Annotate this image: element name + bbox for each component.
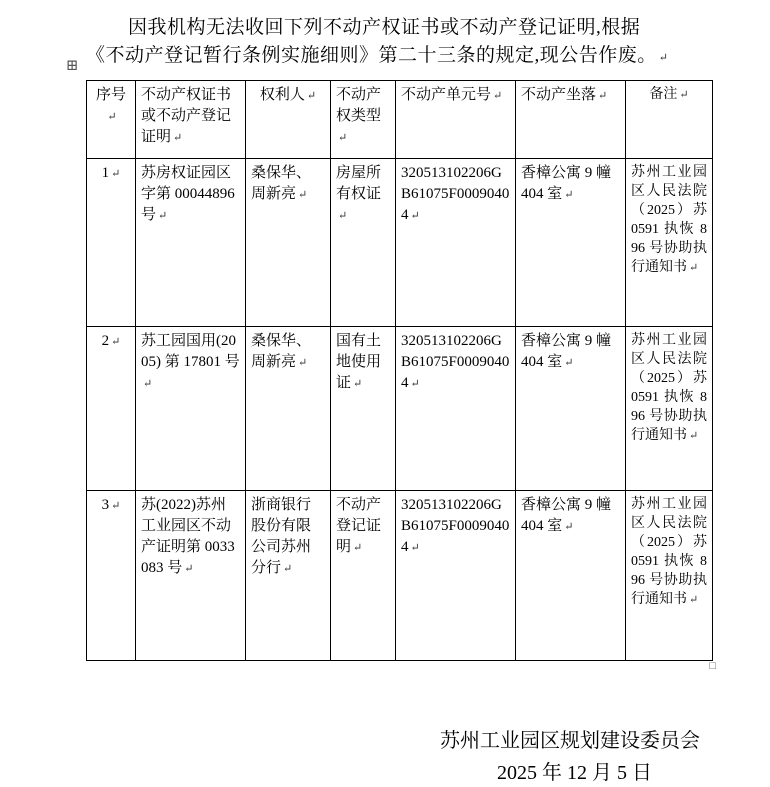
cell-holder (246, 327, 331, 491)
paragraph-mark-icon: ↵ (353, 542, 363, 554)
seq-value: 2 (101, 333, 110, 349)
header-seq-label: 序号 (95, 87, 126, 103)
paragraph-mark-icon: ↵ (111, 336, 121, 348)
paragraph-mark-icon: ↵ (353, 378, 363, 390)
cell-location (516, 159, 626, 327)
paragraph-mark-icon: ↵ (493, 90, 503, 102)
note-value: 苏州工业园区人民法院（2025）苏 0591 执恢 896 号协助执行通知书 (631, 497, 707, 607)
seq-value: 3 (101, 497, 110, 513)
header-cert-label: 不动产权证书或不动产登记证明 (141, 87, 232, 145)
type-value: 不动产登记证明 (336, 497, 382, 555)
paragraph-mark-icon: ↵ (410, 378, 420, 390)
header-unit-label: 不动产单元号 (401, 87, 492, 103)
holder-value: 浙商银行股份有限公司苏州分行 (251, 497, 312, 576)
paragraph-mark-icon: ↵ (111, 500, 121, 512)
paragraph-mark-icon: ↵ (689, 594, 699, 606)
cell-holder (246, 491, 331, 661)
paragraph-mark-icon: ↵ (298, 357, 308, 369)
seq-value: 1 (101, 165, 110, 181)
header-location (516, 81, 626, 159)
paragraph-mark-icon: ↵ (598, 90, 608, 102)
table-row (87, 327, 713, 491)
intro-line-2 (86, 42, 712, 72)
paragraph-mark-icon: ↵ (658, 52, 669, 64)
signature-line: 苏州工业园区规划建设委员会 (440, 730, 700, 752)
holder-value: 桑保华、周新亮 (251, 333, 312, 370)
cert-value: 苏(2022)苏州工业园区不动产证明第 0033083 号 (141, 497, 235, 576)
paragraph-mark-icon: ↵ (689, 430, 699, 442)
header-type-label: 不动产权类型 (336, 87, 382, 124)
paragraph-mark-icon: ↵ (679, 89, 689, 101)
header-type (331, 81, 396, 159)
cell-location (516, 491, 626, 661)
header-holder (246, 81, 331, 159)
unit-value: 320513102206GB61075F00090404 (401, 165, 510, 223)
cell-unit (396, 327, 516, 491)
header-unit (396, 81, 516, 159)
type-value: 国有土地使用证 (336, 333, 382, 391)
cell-seq (87, 491, 136, 661)
certificates-table (86, 80, 713, 661)
note-value: 苏州工业园区人民法院（2025）苏 0591 执恢 896 号协助执行通知书 (631, 165, 707, 275)
document-footer (86, 727, 712, 787)
unit-value: 320513102206GB61075F00090404 (401, 333, 510, 391)
paragraph-mark-icon: ↵ (158, 210, 168, 222)
paragraph-mark-icon: ↵ (143, 378, 153, 390)
cell-location (516, 327, 626, 491)
paragraph-mark-icon: ↵ (298, 189, 308, 201)
cell-unit (396, 491, 516, 661)
paragraph-mark-icon: ↵ (283, 563, 293, 575)
paragraph-mark-icon: ↵ (173, 132, 183, 144)
cell-type (331, 159, 396, 327)
table-row (87, 159, 713, 327)
paragraph-mark-icon: ↵ (184, 563, 194, 575)
paragraph-mark-icon: ↵ (689, 262, 699, 274)
paragraph-mark-icon: ↵ (564, 357, 574, 369)
location-value: 香樟公寓 9 幢 404 室 (521, 165, 612, 202)
cell-holder (246, 159, 331, 327)
header-location-label: 不动产坐落 (521, 87, 597, 103)
cell-cert (136, 159, 246, 327)
cell-unit (396, 159, 516, 327)
cell-seq (87, 327, 136, 491)
paragraph-mark-icon: ↵ (306, 90, 317, 102)
cell-type (331, 327, 396, 491)
cell-note (626, 159, 713, 327)
type-value: 房屋所有权证 (336, 165, 382, 202)
paragraph-mark-icon: ↵ (338, 132, 348, 144)
paragraph-mark-icon: ↵ (338, 210, 348, 222)
paragraph-mark-icon: ↵ (410, 542, 420, 554)
paragraph-mark-icon: ↵ (111, 168, 121, 180)
table-header-row (87, 81, 713, 159)
header-note (626, 81, 713, 159)
certificates-table-container (66, 58, 716, 672)
intro-line-1 (86, 14, 712, 42)
cell-note (626, 327, 713, 491)
cell-note (626, 491, 713, 661)
paragraph-mark-icon: ↵ (564, 189, 574, 201)
cell-cert (136, 491, 246, 661)
paragraph-mark-icon: ↵ (107, 111, 117, 123)
table-resize-handle-icon[interactable]: □ (709, 660, 716, 672)
header-seq (87, 81, 136, 159)
header-cert (136, 81, 246, 159)
paragraph-mark-icon: ↵ (410, 210, 420, 222)
cell-type (331, 491, 396, 661)
cert-value: 苏工园国用(2005) 第 17801 号 (141, 333, 240, 370)
table-move-handle-icon[interactable]: ⊞ (66, 58, 79, 74)
location-value: 香樟公寓 9 幢 404 室 (521, 497, 612, 534)
intro-text-1: 因我机构无法收回下列不动产权证书或不动产登记证明,根据 (128, 17, 641, 38)
cell-seq (87, 159, 136, 327)
header-note-label: 备注 (649, 87, 678, 102)
location-value: 香樟公寓 9 幢 404 室 (521, 333, 612, 370)
cell-cert (136, 327, 246, 491)
table-row (87, 491, 713, 661)
intro-text-2: 《不动产登记暂行条例实施细则》第二十三条的规定,现公告作废。 (86, 45, 657, 66)
holder-value: 桑保华、周新亮 (251, 165, 312, 202)
paragraph-mark-icon: ↵ (564, 521, 574, 533)
unit-value: 320513102206GB61075F00090404 (401, 497, 510, 555)
note-value: 苏州工业园区人民法院（2025）苏 0591 执恢 896 号协助执行通知书 (631, 333, 707, 443)
date-line: 2025 年 12 月 5 日 (497, 762, 652, 784)
cert-value: 苏房权证园区字第 00044896 号 (141, 165, 235, 223)
header-holder-label: 权利人 (259, 87, 305, 103)
